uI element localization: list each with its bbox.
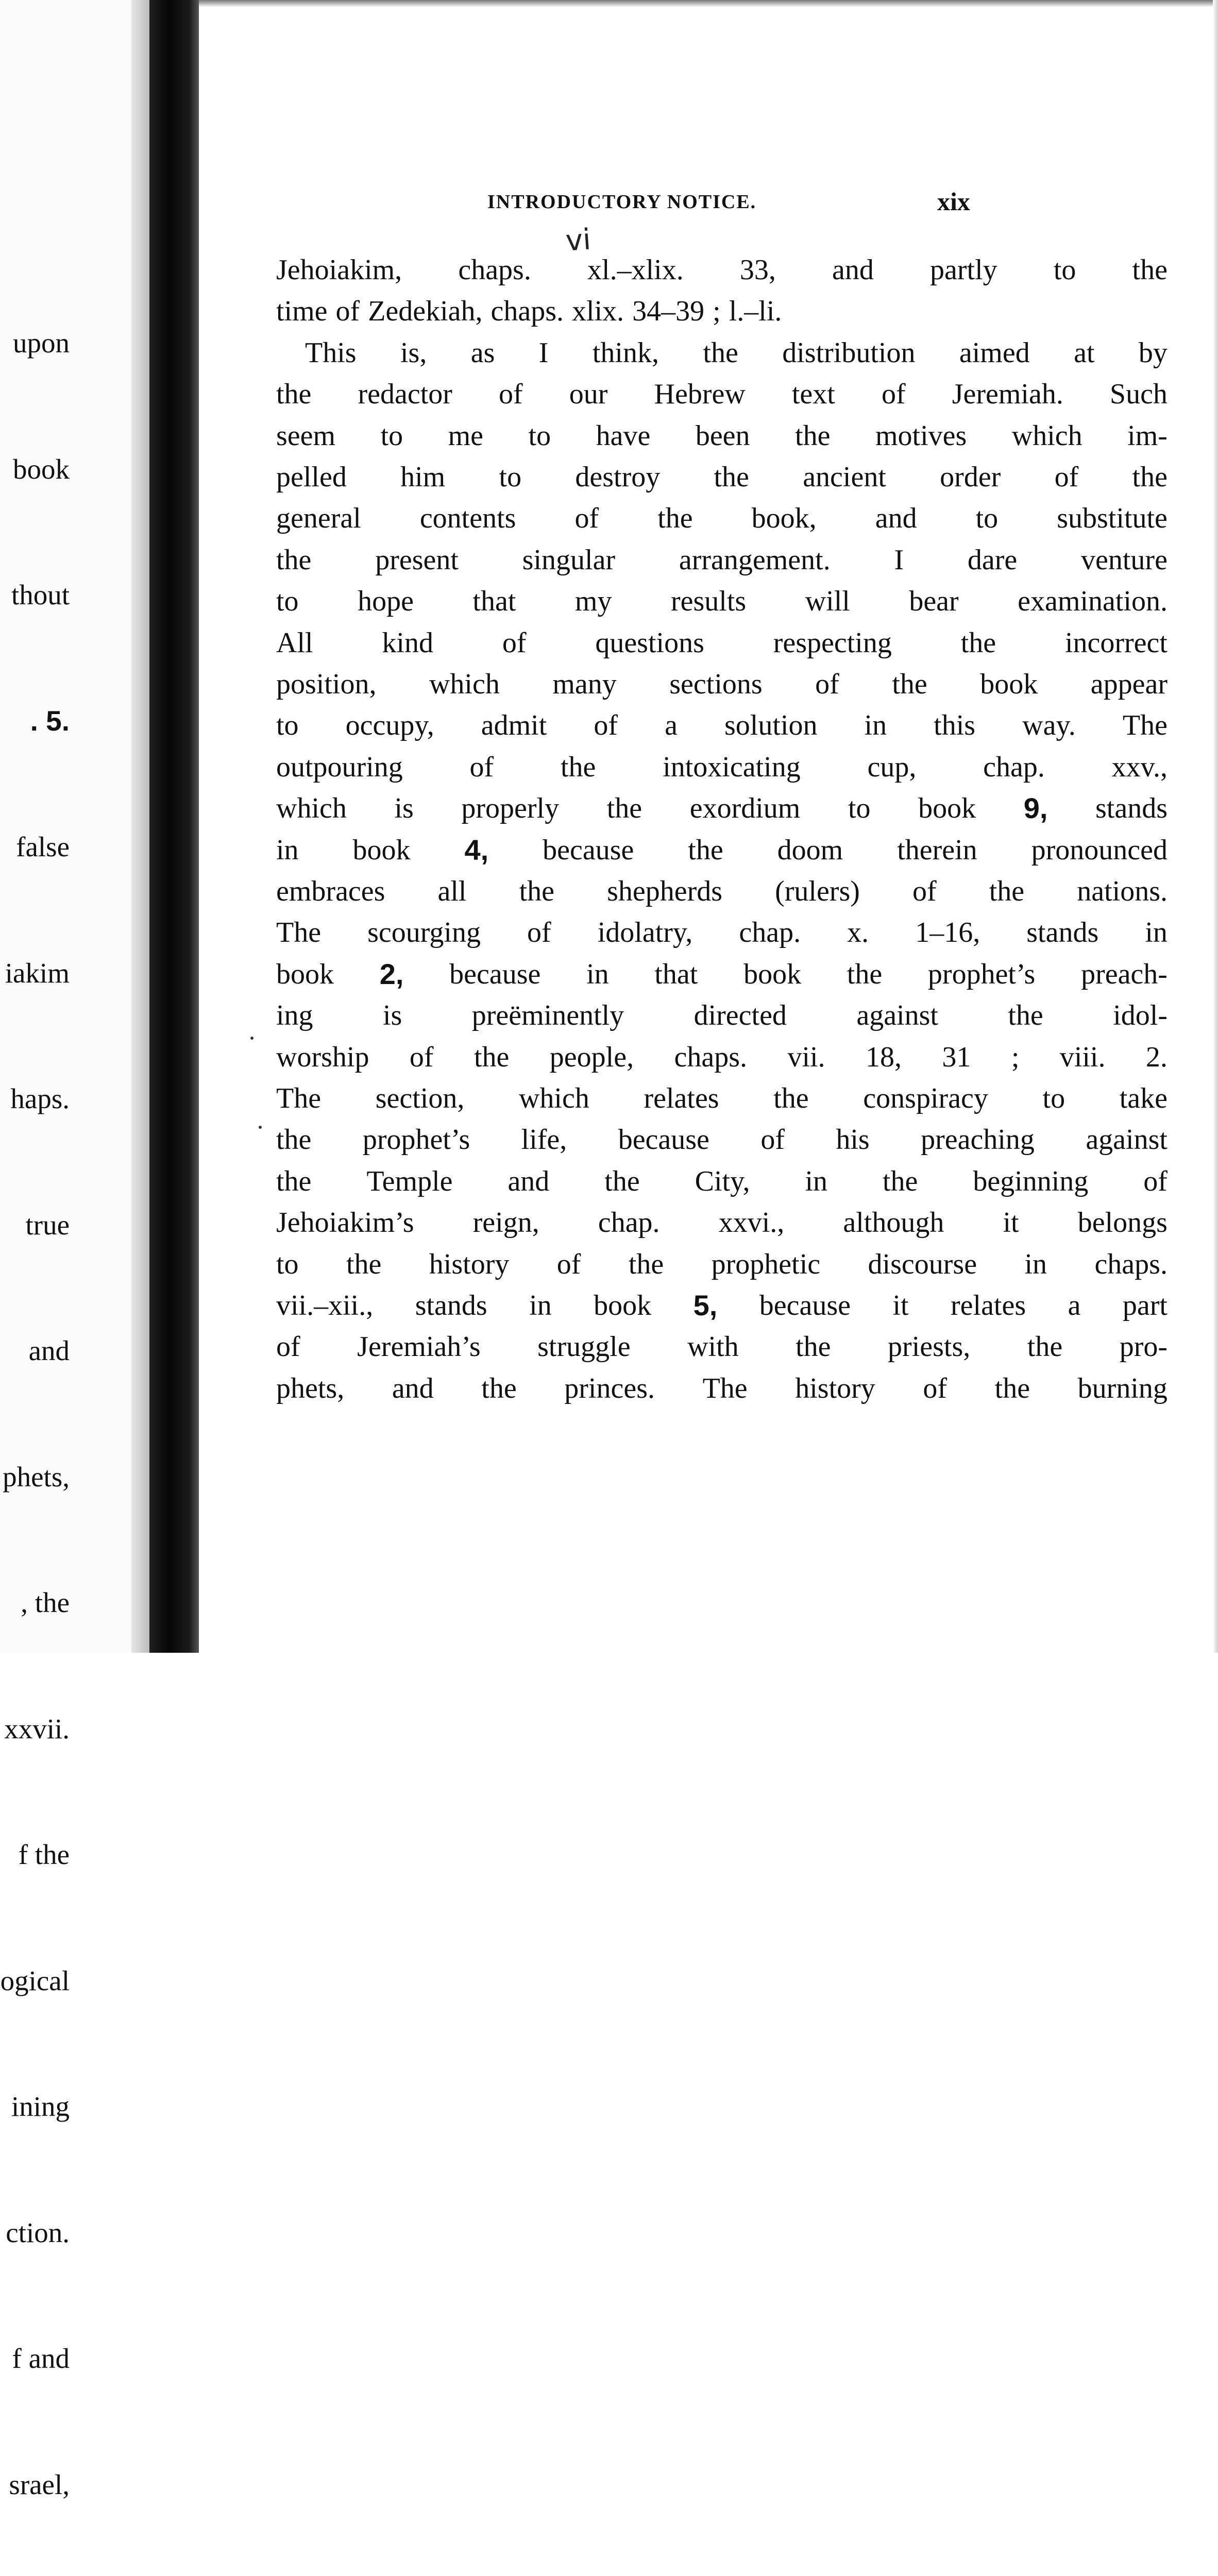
text-line: to hope that my results will bear examination. [276, 585, 1168, 618]
text-line: the Temple and the City, in the beginning of [276, 1165, 1168, 1197]
left-line: phets, [3, 1461, 70, 1493]
text-line: All kind of questions respecting the incorrect [276, 626, 1168, 659]
text-line: embraces all the shepherds (rulers) of the nations. [276, 875, 1168, 907]
text-line: ing is preëminently directed against the idol- [276, 999, 1168, 1032]
text-line: The scourging of idolatry, chap. x. 1–16, stands in [276, 917, 1168, 949]
text-line: which is properly the exordium to book 9, stands [276, 792, 1168, 825]
left-line: false [16, 831, 70, 862]
page-right-edge [1213, 0, 1218, 1653]
left-line: ction. [6, 2216, 70, 2248]
left-line: f and [12, 2343, 70, 2374]
text-line: vii.–xii., stands in book 5, because it relates a part [276, 1289, 1168, 1321]
left-line: iakim [5, 957, 70, 989]
text-line: book 2, because in that book the prophet’s preach- [276, 957, 1168, 990]
text-line: to occupy, admit of a solution in this way. The [276, 709, 1168, 742]
running-header: INTRODUCTORY NOTICE. [487, 191, 757, 213]
text-line: in book 4, because the doom therein pronounced [276, 833, 1168, 866]
left-line: . 5. [30, 704, 70, 737]
left-line: upon [13, 327, 70, 359]
book-gutter [149, 0, 199, 1653]
left-line: and [28, 1335, 70, 1366]
text-line: worship of the people, chaps. vii. 18, 31 ; viii. 2. [276, 1041, 1168, 1073]
text-line: Jehoiakim’s reign, chap. xxvi., although it belongs [276, 1207, 1168, 1239]
left-line: srael, [9, 2468, 70, 2500]
text-line: Jehoiakim, chaps. xl.–xlix. 33, and partly to the [276, 254, 1168, 286]
text-line: pelled him to destroy the ancient order of the [276, 461, 1168, 493]
text-line: to the history of the prophetic discourse in chaps. [276, 1248, 1168, 1280]
text-line: of Jeremiah’s struggle with the priests, the pro- [276, 1331, 1168, 1363]
text-line: seem to me to have been the motives which im- [276, 419, 1168, 452]
left-line: true [25, 1209, 70, 1241]
page-number: xix [937, 187, 970, 216]
left-page [0, 0, 149, 2500]
text-line: This is, as I think, the distribution aimed at by [305, 336, 1168, 369]
page-top-edge [199, 0, 1218, 7]
text-line: the present singular arrangement. I dare venture [276, 544, 1168, 576]
text-line: time of Zedekiah, chaps. xlix. 34–39 ; l.–li. [276, 295, 782, 328]
left-line: f the [18, 1839, 70, 1870]
text-line: phets, and the princes. The history of the burning [276, 1372, 1168, 1404]
stray-ink-mark [250, 1037, 253, 1040]
left-page-text [1, 238, 70, 2576]
left-line: thout [11, 579, 70, 611]
left-line: ining [11, 2091, 70, 2122]
text-line: the prophet’s life, because of his preaching against [276, 1124, 1168, 1156]
text-line: The section, which relates the conspiracy to take [276, 1082, 1168, 1114]
text-line: outpouring of the intoxicating cup, chap. xxv., [276, 751, 1168, 783]
left-line: , the [21, 1587, 70, 1618]
stray-ink-mark [259, 1126, 262, 1129]
left-line: xxvii. [4, 1713, 70, 1744]
right-page [199, 0, 1218, 1653]
left-line: book [13, 453, 70, 485]
left-line: ogical [0, 1964, 70, 1996]
text-line: position, which many sections of the book appear [276, 668, 1168, 700]
text-line: general contents of the book, and to substitute [276, 502, 1168, 535]
left-line: haps. [10, 1083, 70, 1114]
left-page-shadow [131, 0, 149, 1653]
handwritten-annotation: vi [564, 223, 592, 258]
text-line: the redactor of our Hebrew text of Jeremiah. Such [276, 378, 1168, 411]
